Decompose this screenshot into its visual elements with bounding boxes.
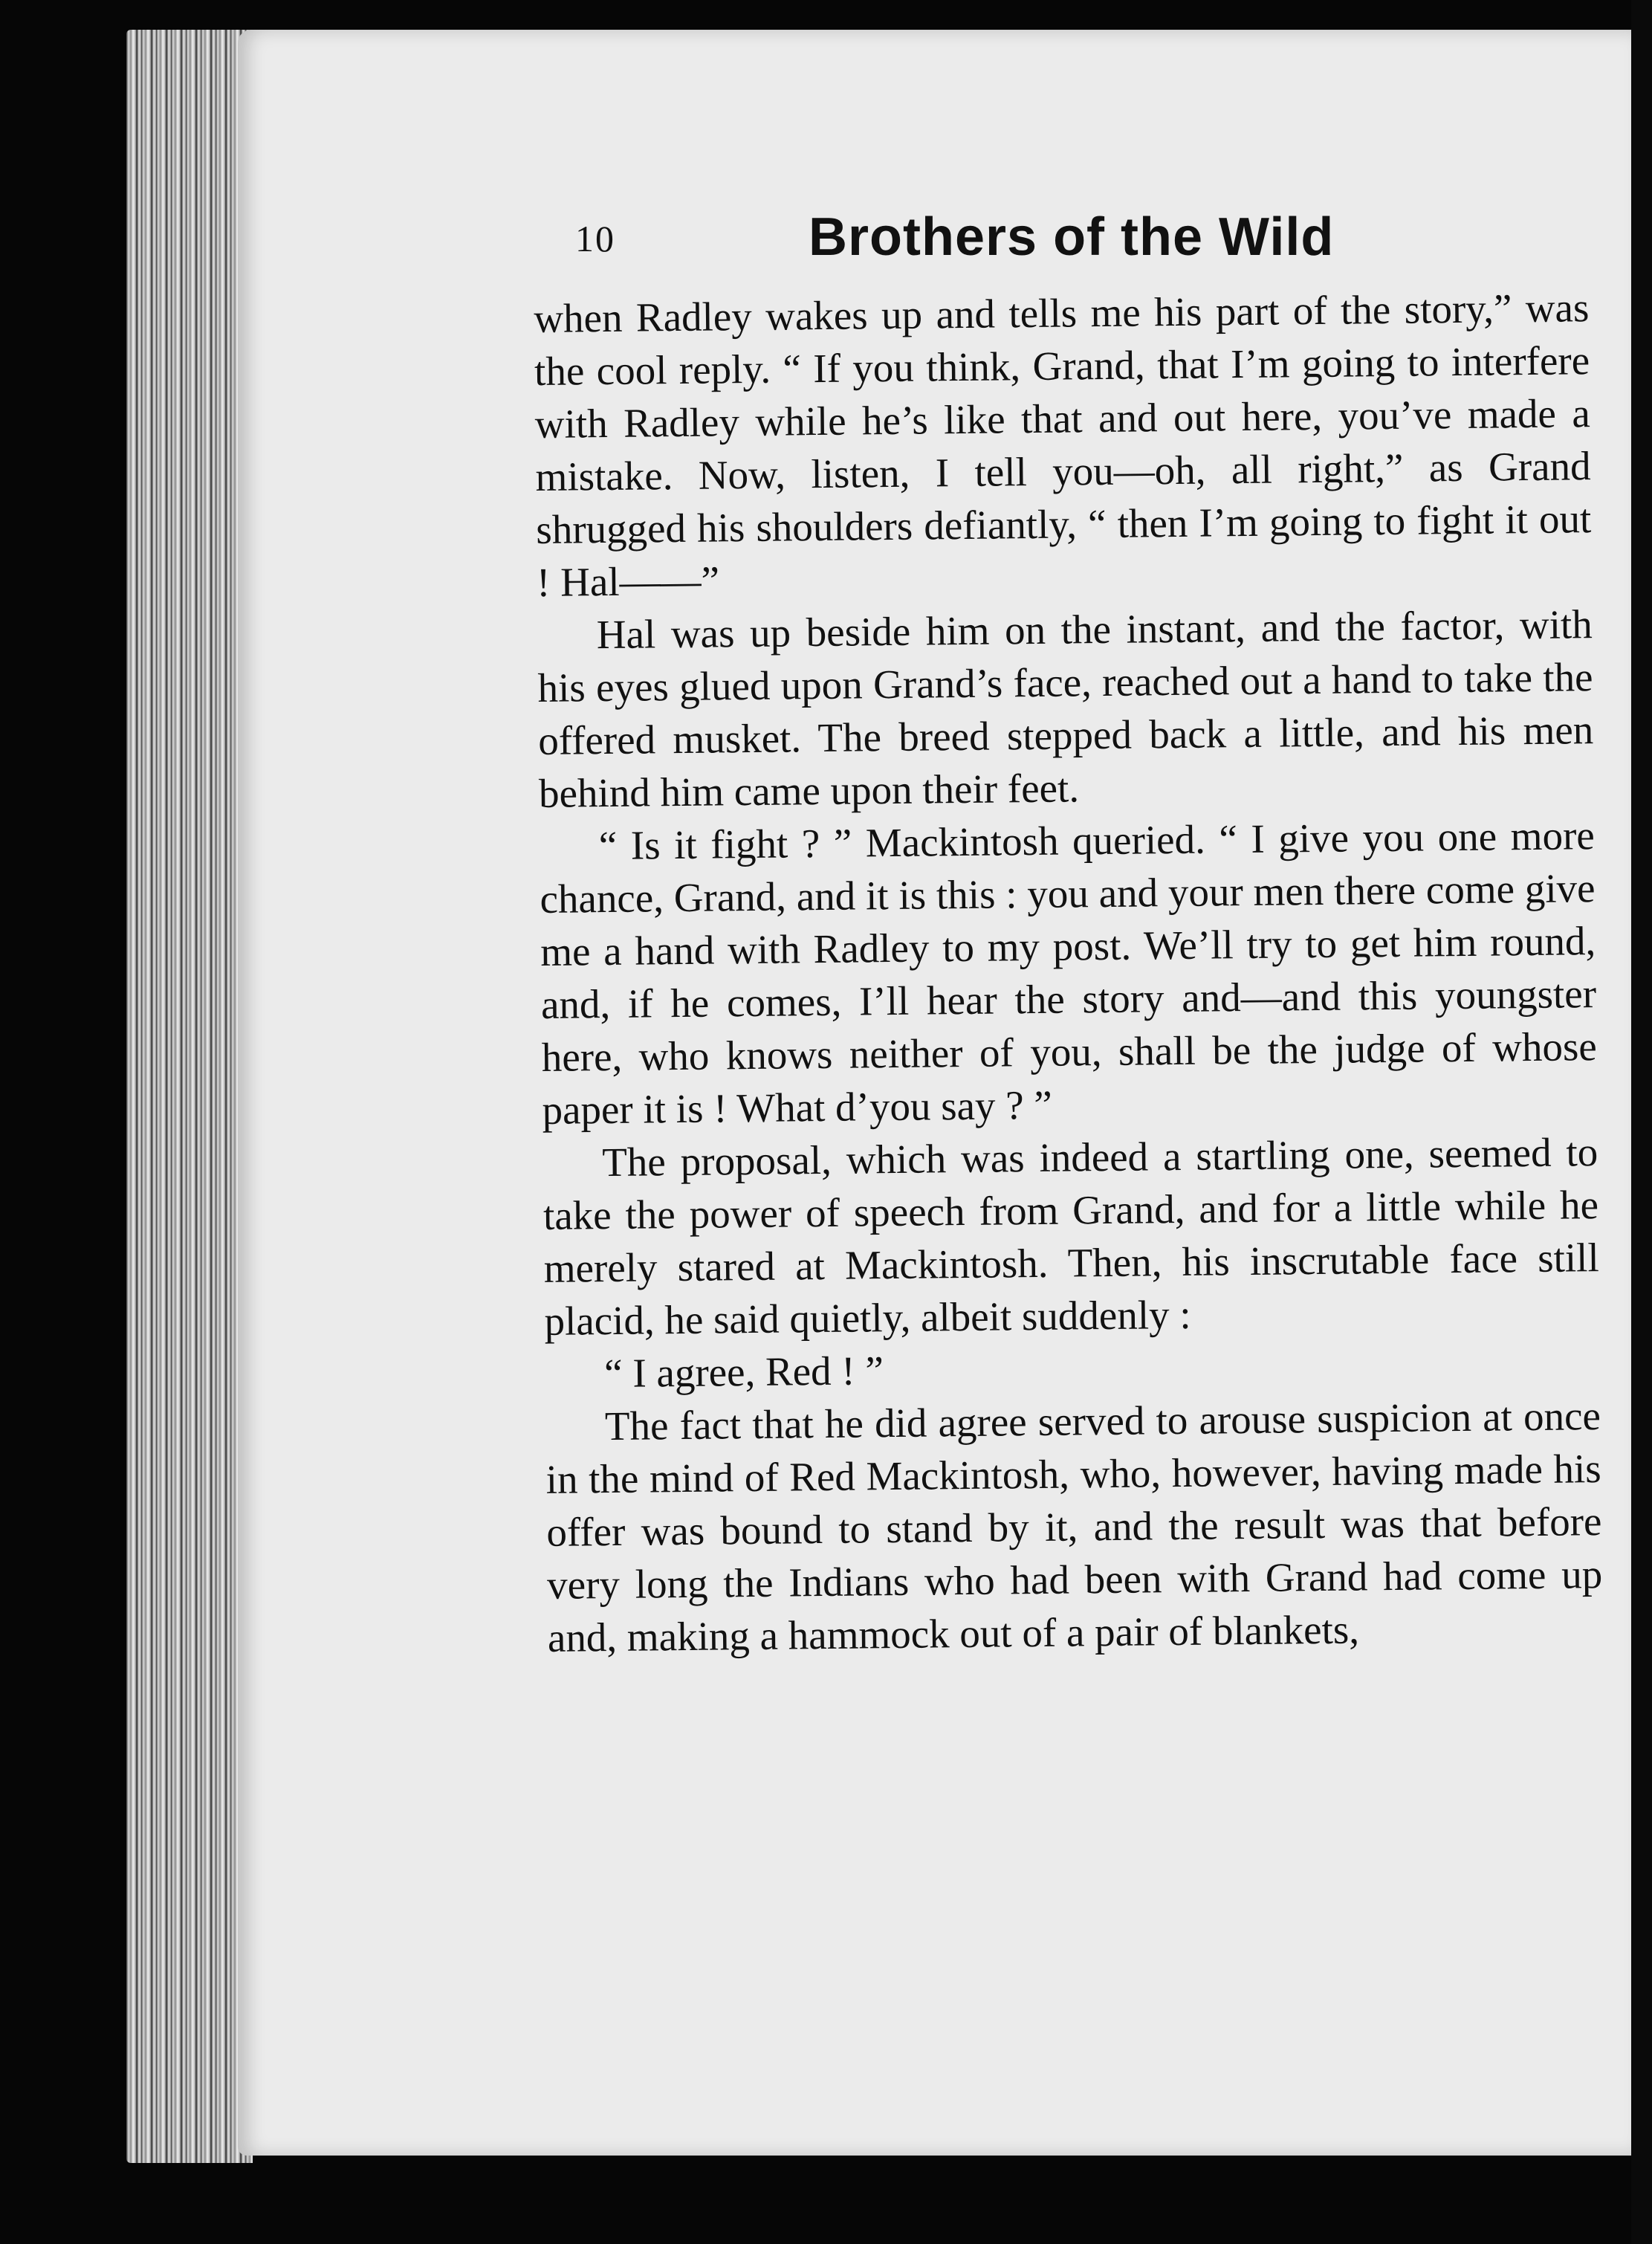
right-border xyxy=(1631,0,1652,2244)
body-text xyxy=(534,281,1603,1664)
paragraph: The proposal, which was indeed a startling one, seemed to take the power of speech from Grand, and for a little while he merely stared at Mackintosh. Then, his inscrutable face still placid, he said quietly, albeit suddenly : xyxy=(542,1129,1599,1344)
paragraph: when Radley wakes up and tells me his part of the story,” was the cool reply. “ If you think, Grand, that I’m going to interfere with Radley while he’s like that and out here, you’ve made a mistake. Now, listen, I tell you—oh, all right,” as Grand shrugged his shoulders defiantly, “ then I’m going to fight it out ! Hal——” xyxy=(534,285,1592,605)
running-head: Brothers of the Wild xyxy=(809,207,1335,267)
paragraph: “ Is it fight ? ” Mackintosh queried. “ I give you one more chance, Grand, and it is this : you and your men there come give me a hand with Radley to my post. We’ll try to get him round, and, if he comes, I’ll hear the story and—and this youngster here, who knows neither of you, shall be the judge of whose paper it is ! What d’you say ? ” xyxy=(540,812,1598,1133)
paragraph: Hal was up beside him on the instant, and the factor, with his eyes glued upon Grand’s face, reached out a hand to take the offered musket. The breed stepped back a little, and his men behind him came upon their feet. xyxy=(537,601,1594,816)
page-edge-stack xyxy=(126,30,253,2163)
paragraph: The fact that he did agree served to arouse suspicion at once in the mind of Red Mackintosh, who, however, having made his offer was bound to stand by it, and the result was that before very long the Indians who had been with Grand had come up and, making a hammock out of a pair of blankets, xyxy=(545,1393,1603,1661)
page-number: 10 xyxy=(575,218,615,259)
paragraph: “ I agree, Red ! ” xyxy=(603,1348,884,1397)
page-header xyxy=(565,207,1419,274)
